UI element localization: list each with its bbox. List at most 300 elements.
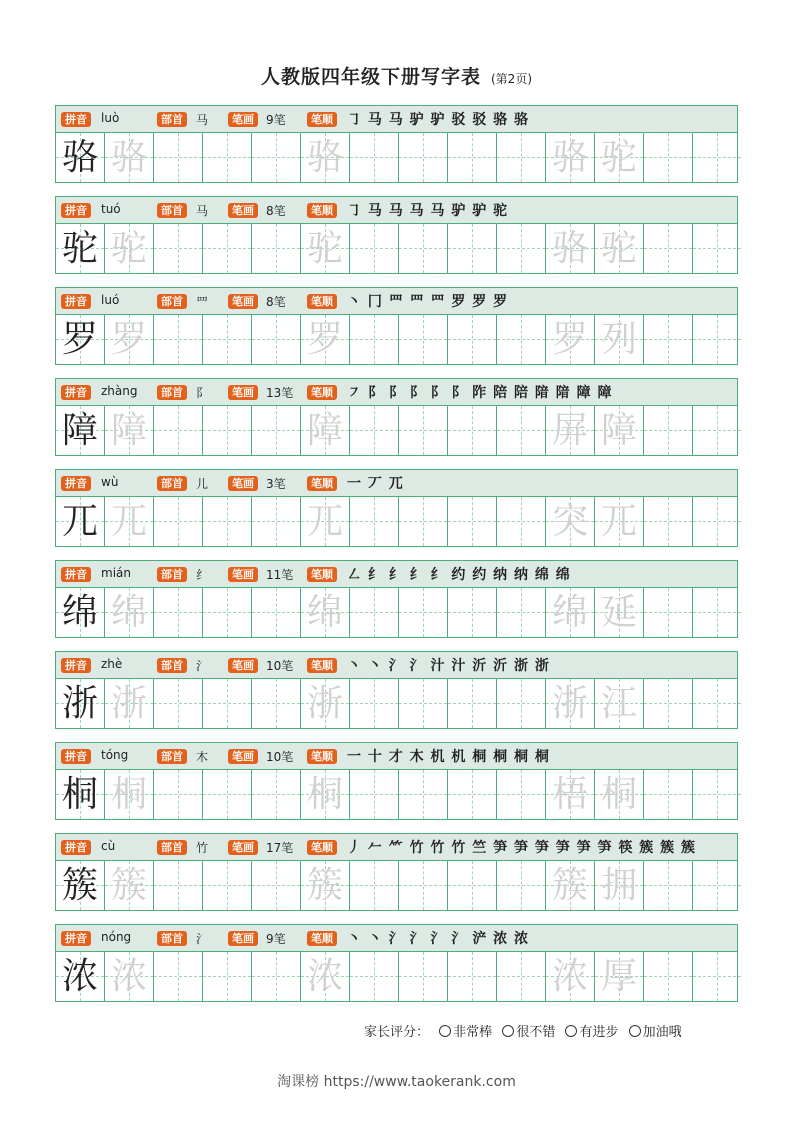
grid-guide-horizontal: [693, 430, 741, 431]
char-glyph: 桐: [110, 774, 147, 815]
grid-guide-horizontal: [448, 885, 496, 886]
grid-guide-horizontal: [252, 430, 300, 431]
char-glyph: 绵: [551, 592, 588, 633]
grid-guide-horizontal: [448, 976, 496, 977]
practice-cell[interactable]: [154, 224, 203, 273]
practice-cell[interactable]: [693, 406, 742, 455]
practice-cell[interactable]: [693, 497, 742, 546]
grid-guide-horizontal: [644, 976, 692, 977]
radical-value: 木: [196, 750, 209, 764]
grid-guide-horizontal: [203, 430, 251, 431]
word-trace-cell[interactable]: [546, 861, 595, 910]
trace-char-cell[interactable]: [301, 315, 350, 364]
char-glyph: 驼: [600, 228, 637, 269]
char-glyph: 罗: [551, 319, 588, 360]
trace-char-cell[interactable]: [301, 497, 350, 546]
char-glyph: 浙: [61, 683, 98, 724]
word-trace-cell[interactable]: [595, 861, 644, 910]
practice-cell[interactable]: [644, 952, 693, 1001]
stroke-order-tag: 笔顺: [307, 749, 337, 764]
grid-guide-horizontal: [399, 885, 447, 886]
char-glyph: 障: [306, 410, 343, 451]
word-trace-cell[interactable]: [546, 952, 595, 1001]
trace-char-cell[interactable]: [105, 315, 154, 364]
practice-cell[interactable]: [693, 588, 742, 637]
practice-cell[interactable]: [644, 224, 693, 273]
model-char-cell[interactable]: [56, 770, 105, 819]
rating-circle-icon[interactable]: [565, 1025, 577, 1037]
model-char-cell[interactable]: [56, 406, 105, 455]
practice-cell[interactable]: [644, 679, 693, 728]
radical-tag: 部首: [157, 749, 187, 764]
practice-cell[interactable]: [497, 497, 546, 546]
practice-cell[interactable]: [154, 952, 203, 1001]
word-trace-cell[interactable]: [546, 133, 595, 182]
model-char-cell[interactable]: [56, 861, 105, 910]
char-glyph: 骆: [306, 137, 343, 178]
rating-option-2: 很不错: [516, 1025, 556, 1040]
evaluation-label: 家长评分：: [364, 1025, 430, 1040]
trace-char-cell[interactable]: [301, 952, 350, 1001]
model-char-cell[interactable]: [56, 679, 105, 728]
radical-value: 马: [196, 204, 209, 218]
grid-guide-horizontal: [203, 976, 251, 977]
practice-cell[interactable]: [252, 952, 301, 1001]
radical-value: 儿: [196, 477, 209, 491]
char-glyph: 突: [551, 501, 588, 542]
char-glyph: 罗: [110, 319, 147, 360]
practice-cell[interactable]: [350, 224, 399, 273]
page-title: [0, 62, 793, 89]
writing-grid: [56, 497, 737, 546]
char-glyph: 绵: [61, 592, 98, 633]
pinyin-value: tuó: [101, 202, 121, 216]
char-glyph: 桐: [61, 774, 98, 815]
grid-guide-horizontal: [644, 157, 692, 158]
stroke-count-tag: 笔画: [228, 840, 258, 855]
word-trace-cell[interactable]: [595, 133, 644, 182]
grid-guide-horizontal: [448, 157, 496, 158]
grid-guide-horizontal: [399, 612, 447, 613]
practice-cell[interactable]: [399, 497, 448, 546]
pinyin-tag: 拼音: [61, 476, 91, 491]
grid-guide-horizontal: [154, 430, 202, 431]
char-glyph: 骆: [110, 137, 147, 178]
grid-guide-horizontal: [448, 521, 496, 522]
practice-cell[interactable]: [693, 770, 742, 819]
trace-char-cell[interactable]: [301, 406, 350, 455]
grid-guide-horizontal: [644, 248, 692, 249]
practice-cell[interactable]: [693, 315, 742, 364]
practice-cell[interactable]: [350, 588, 399, 637]
grid-guide-horizontal: [154, 339, 202, 340]
grid-guide-horizontal: [644, 794, 692, 795]
trace-char-cell[interactable]: [105, 406, 154, 455]
practice-cell[interactable]: [448, 588, 497, 637]
pinyin-tag: 拼音: [61, 203, 91, 218]
radical-tag: 部首: [157, 840, 187, 855]
rating-circle-icon[interactable]: [439, 1025, 451, 1037]
practice-cell[interactable]: [350, 406, 399, 455]
char-glyph: 障: [61, 410, 98, 451]
radical-tag: 部首: [157, 112, 187, 127]
grid-guide-horizontal: [154, 157, 202, 158]
practice-cell[interactable]: [350, 679, 399, 728]
practice-cell[interactable]: [399, 770, 448, 819]
practice-cell[interactable]: [350, 861, 399, 910]
writing-grid: [56, 315, 737, 364]
practice-cell[interactable]: [203, 770, 252, 819]
practice-cell[interactable]: [399, 952, 448, 1001]
char-glyph: 兀: [61, 501, 98, 542]
grid-guide-horizontal: [693, 703, 741, 704]
grid-guide-horizontal: [497, 430, 545, 431]
grid-guide-horizontal: [497, 794, 545, 795]
char-glyph: 梧: [551, 774, 588, 815]
word-trace-cell[interactable]: [546, 588, 595, 637]
practice-cell[interactable]: [350, 952, 399, 1001]
practice-cell[interactable]: [399, 588, 448, 637]
word-trace-cell[interactable]: [546, 497, 595, 546]
practice-cell[interactable]: [644, 497, 693, 546]
stroke-order-value: 丿 𠂉 ⺮ 竹 竹 竹 竺 笋 笋 笋 笋 笋 笋 筷 簇 簇 簇: [347, 840, 696, 856]
grid-guide-horizontal: [252, 612, 300, 613]
practice-cell[interactable]: [497, 861, 546, 910]
practice-cell[interactable]: [350, 133, 399, 182]
grid-guide-horizontal: [252, 521, 300, 522]
word-trace-cell[interactable]: [546, 770, 595, 819]
grid-guide-horizontal: [154, 885, 202, 886]
grid-guide-horizontal: [203, 794, 251, 795]
practice-cell[interactable]: [448, 952, 497, 1001]
word-trace-cell[interactable]: [595, 315, 644, 364]
practice-cell[interactable]: [448, 679, 497, 728]
practice-cell[interactable]: [448, 406, 497, 455]
char-info-bar: [56, 288, 737, 315]
practice-cell[interactable]: [399, 861, 448, 910]
practice-cell[interactable]: [154, 497, 203, 546]
stroke-order-value: 丶 丶 氵 氵 氵 氵 浐 浓 浓: [347, 931, 529, 947]
pinyin-tag: 拼音: [61, 567, 91, 582]
practice-cell[interactable]: [154, 406, 203, 455]
char-info-bar: [56, 561, 737, 588]
char-glyph: 簇: [110, 865, 147, 906]
char-row: [55, 378, 738, 456]
practice-cell[interactable]: [154, 133, 203, 182]
grid-guide-horizontal: [399, 521, 447, 522]
char-glyph: 驼: [306, 228, 343, 269]
grid-guide-horizontal: [350, 703, 398, 704]
page-number: (第2页): [491, 72, 532, 86]
practice-cell[interactable]: [154, 861, 203, 910]
pinyin-tag: 拼音: [61, 112, 91, 127]
practice-cell[interactable]: [693, 133, 742, 182]
grid-guide-horizontal: [399, 339, 447, 340]
practice-cell[interactable]: [203, 861, 252, 910]
grid-guide-horizontal: [203, 248, 251, 249]
word-trace-cell[interactable]: [595, 406, 644, 455]
grid-guide-horizontal: [693, 157, 741, 158]
radical-value: 竹: [196, 841, 209, 855]
word-trace-cell[interactable]: [546, 315, 595, 364]
grid-guide-horizontal: [644, 521, 692, 522]
rating-option-1: 非常棒: [453, 1025, 493, 1040]
model-char-cell[interactable]: [56, 952, 105, 1001]
stroke-count-tag: 笔画: [228, 749, 258, 764]
pinyin-tag: 拼音: [61, 385, 91, 400]
trace-char-cell[interactable]: [105, 133, 154, 182]
pinyin-tag: 拼音: [61, 931, 91, 946]
practice-cell[interactable]: [497, 315, 546, 364]
practice-cell[interactable]: [252, 861, 301, 910]
char-glyph: 屏: [551, 410, 588, 451]
trace-char-cell[interactable]: [301, 224, 350, 273]
stroke-count-tag: 笔画: [228, 294, 258, 309]
practice-cell[interactable]: [350, 770, 399, 819]
radical-value: 阝: [196, 386, 209, 400]
char-glyph: 罗: [306, 319, 343, 360]
practice-cell[interactable]: [448, 861, 497, 910]
radical-tag: 部首: [157, 931, 187, 946]
practice-cell[interactable]: [350, 497, 399, 546]
grid-guide-horizontal: [644, 703, 692, 704]
practice-cell[interactable]: [203, 315, 252, 364]
trace-char-cell[interactable]: [301, 133, 350, 182]
practice-cell[interactable]: [497, 952, 546, 1001]
stroke-count-tag: 笔画: [228, 112, 258, 127]
practice-cell[interactable]: [203, 224, 252, 273]
word-trace-cell[interactable]: [546, 406, 595, 455]
writing-grid: [56, 861, 737, 910]
practice-cell[interactable]: [252, 679, 301, 728]
pinyin-tag: 拼音: [61, 658, 91, 673]
footer-source: 淘课榜 https://www.taokerank.com: [277, 1074, 516, 1090]
grid-guide-horizontal: [350, 157, 398, 158]
practice-cell[interactable]: [350, 315, 399, 364]
model-char-cell[interactable]: [56, 224, 105, 273]
practice-cell[interactable]: [644, 770, 693, 819]
stroke-order-tag: 笔顺: [307, 112, 337, 127]
char-glyph: 绵: [306, 592, 343, 633]
practice-cell[interactable]: [203, 588, 252, 637]
trace-char-cell[interactable]: [301, 861, 350, 910]
grid-guide-horizontal: [693, 339, 741, 340]
trace-char-cell[interactable]: [105, 588, 154, 637]
stroke-order-value: 丶 丶 氵 氵 汁 汁 沂 沂 浙 浙: [347, 658, 550, 674]
practice-cell[interactable]: [252, 133, 301, 182]
pinyin-value: luò: [101, 111, 120, 125]
trace-char-cell[interactable]: [301, 770, 350, 819]
practice-cell[interactable]: [252, 497, 301, 546]
practice-cell[interactable]: [693, 952, 742, 1001]
practice-cell[interactable]: [448, 497, 497, 546]
grid-guide-horizontal: [693, 885, 741, 886]
grid-guide-horizontal: [399, 248, 447, 249]
practice-cell[interactable]: [154, 770, 203, 819]
practice-cell[interactable]: [252, 770, 301, 819]
practice-cell[interactable]: [497, 224, 546, 273]
practice-cell[interactable]: [448, 315, 497, 364]
trace-char-cell[interactable]: [105, 679, 154, 728]
grid-guide-horizontal: [350, 612, 398, 613]
grid-guide-horizontal: [203, 339, 251, 340]
writing-grid: [56, 588, 737, 637]
stroke-count-value: 3笔: [266, 477, 286, 491]
radical-tag: 部首: [157, 203, 187, 218]
grid-guide-horizontal: [644, 885, 692, 886]
practice-cell[interactable]: [399, 133, 448, 182]
grid-guide-horizontal: [644, 339, 692, 340]
grid-guide-horizontal: [154, 794, 202, 795]
stroke-order-tag: 笔顺: [307, 567, 337, 582]
grid-guide-horizontal: [448, 612, 496, 613]
char-glyph: 障: [600, 410, 637, 451]
stroke-count-value: 11笔: [266, 568, 294, 582]
parent-evaluation: [364, 1021, 682, 1040]
practice-cell[interactable]: [203, 406, 252, 455]
radical-tag: 部首: [157, 658, 187, 673]
practice-cell[interactable]: [448, 224, 497, 273]
grid-guide-horizontal: [644, 430, 692, 431]
char-info-bar: [56, 834, 737, 861]
model-char-cell[interactable]: [56, 588, 105, 637]
char-row: [55, 924, 738, 1002]
practice-cell[interactable]: [497, 406, 546, 455]
char-glyph: 骆: [61, 137, 98, 178]
practice-cell[interactable]: [203, 679, 252, 728]
practice-cell[interactable]: [252, 406, 301, 455]
practice-cell[interactable]: [497, 679, 546, 728]
grid-guide-horizontal: [448, 703, 496, 704]
practice-cell[interactable]: [448, 133, 497, 182]
pinyin-value: zhàng: [101, 384, 138, 398]
model-char-cell[interactable]: [56, 133, 105, 182]
char-info-bar: [56, 106, 737, 133]
practice-cell[interactable]: [497, 588, 546, 637]
char-row: [55, 833, 738, 911]
stroke-count-value: 9笔: [266, 113, 286, 127]
grid-guide-horizontal: [497, 521, 545, 522]
stroke-count-value: 8笔: [266, 204, 286, 218]
pinyin-value: cù: [101, 839, 116, 853]
practice-cell[interactable]: [644, 315, 693, 364]
char-glyph: 兀: [600, 501, 637, 542]
grid-guide-horizontal: [252, 157, 300, 158]
stroke-order-tag: 笔顺: [307, 931, 337, 946]
stroke-order-tag: 笔顺: [307, 294, 337, 309]
model-char-cell[interactable]: [56, 497, 105, 546]
char-glyph: 罗: [61, 319, 98, 360]
practice-cell[interactable]: [154, 315, 203, 364]
practice-cell[interactable]: [644, 133, 693, 182]
stroke-count-value: 13笔: [266, 386, 294, 400]
grid-guide-horizontal: [693, 612, 741, 613]
trace-char-cell[interactable]: [301, 679, 350, 728]
rating-circle-icon[interactable]: [502, 1025, 514, 1037]
word-trace-cell[interactable]: [595, 497, 644, 546]
practice-cell[interactable]: [252, 315, 301, 364]
practice-cell[interactable]: [644, 861, 693, 910]
stroke-order-tag: 笔顺: [307, 658, 337, 673]
word-trace-cell[interactable]: [595, 952, 644, 1001]
word-trace-cell[interactable]: [595, 224, 644, 273]
stroke-count-tag: 笔画: [228, 476, 258, 491]
grid-guide-horizontal: [252, 976, 300, 977]
word-trace-cell[interactable]: [595, 679, 644, 728]
grid-guide-horizontal: [350, 339, 398, 340]
char-glyph: 浙: [110, 683, 147, 724]
trace-char-cell[interactable]: [105, 224, 154, 273]
practice-cell[interactable]: [399, 224, 448, 273]
practice-cell[interactable]: [203, 497, 252, 546]
stroke-order-tag: 笔顺: [307, 840, 337, 855]
trace-char-cell[interactable]: [105, 770, 154, 819]
word-trace-cell[interactable]: [546, 679, 595, 728]
practice-cell[interactable]: [203, 952, 252, 1001]
practice-cell[interactable]: [497, 770, 546, 819]
trace-char-cell[interactable]: [105, 861, 154, 910]
char-info-bar: [56, 197, 737, 224]
practice-cell[interactable]: [693, 224, 742, 273]
char-glyph: 江: [600, 683, 637, 724]
stroke-count-tag: 笔画: [228, 931, 258, 946]
grid-guide-horizontal: [203, 885, 251, 886]
grid-guide-horizontal: [497, 703, 545, 704]
stroke-order-value: 一 十 才 木 机 机 桐 桐 桐 桐: [347, 749, 550, 765]
pinyin-value: nóng: [101, 930, 132, 944]
practice-cell[interactable]: [154, 588, 203, 637]
practice-cell[interactable]: [252, 224, 301, 273]
grid-guide-horizontal: [154, 248, 202, 249]
practice-cell[interactable]: [203, 133, 252, 182]
char-info-bar: [56, 743, 737, 770]
char-glyph: 桐: [306, 774, 343, 815]
practice-cell[interactable]: [693, 679, 742, 728]
word-trace-cell[interactable]: [546, 224, 595, 273]
writing-grid: [56, 679, 737, 728]
model-char-cell[interactable]: [56, 315, 105, 364]
pinyin-value: tóng: [101, 748, 129, 762]
rating-circle-icon[interactable]: [629, 1025, 641, 1037]
practice-cell[interactable]: [154, 679, 203, 728]
radical-value: 马: [196, 113, 209, 127]
practice-cell[interactable]: [399, 679, 448, 728]
char-glyph: 簇: [306, 865, 343, 906]
trace-char-cell[interactable]: [105, 952, 154, 1001]
grid-guide-horizontal: [497, 885, 545, 886]
practice-cell[interactable]: [644, 588, 693, 637]
practice-cell[interactable]: [399, 315, 448, 364]
char-glyph: 驼: [600, 137, 637, 178]
writing-grid: [56, 224, 737, 273]
trace-char-cell[interactable]: [301, 588, 350, 637]
practice-cell[interactable]: [693, 861, 742, 910]
word-trace-cell[interactable]: [595, 588, 644, 637]
grid-guide-horizontal: [448, 794, 496, 795]
grid-guide-horizontal: [154, 521, 202, 522]
practice-cell[interactable]: [399, 406, 448, 455]
word-trace-cell[interactable]: [595, 770, 644, 819]
practice-cell[interactable]: [448, 770, 497, 819]
stroke-count-value: 10笔: [266, 659, 294, 673]
practice-cell[interactable]: [644, 406, 693, 455]
grid-guide-horizontal: [252, 248, 300, 249]
grid-guide-horizontal: [644, 612, 692, 613]
practice-cell[interactable]: [497, 133, 546, 182]
practice-cell[interactable]: [252, 588, 301, 637]
trace-char-cell[interactable]: [105, 497, 154, 546]
char-row: [55, 469, 738, 547]
